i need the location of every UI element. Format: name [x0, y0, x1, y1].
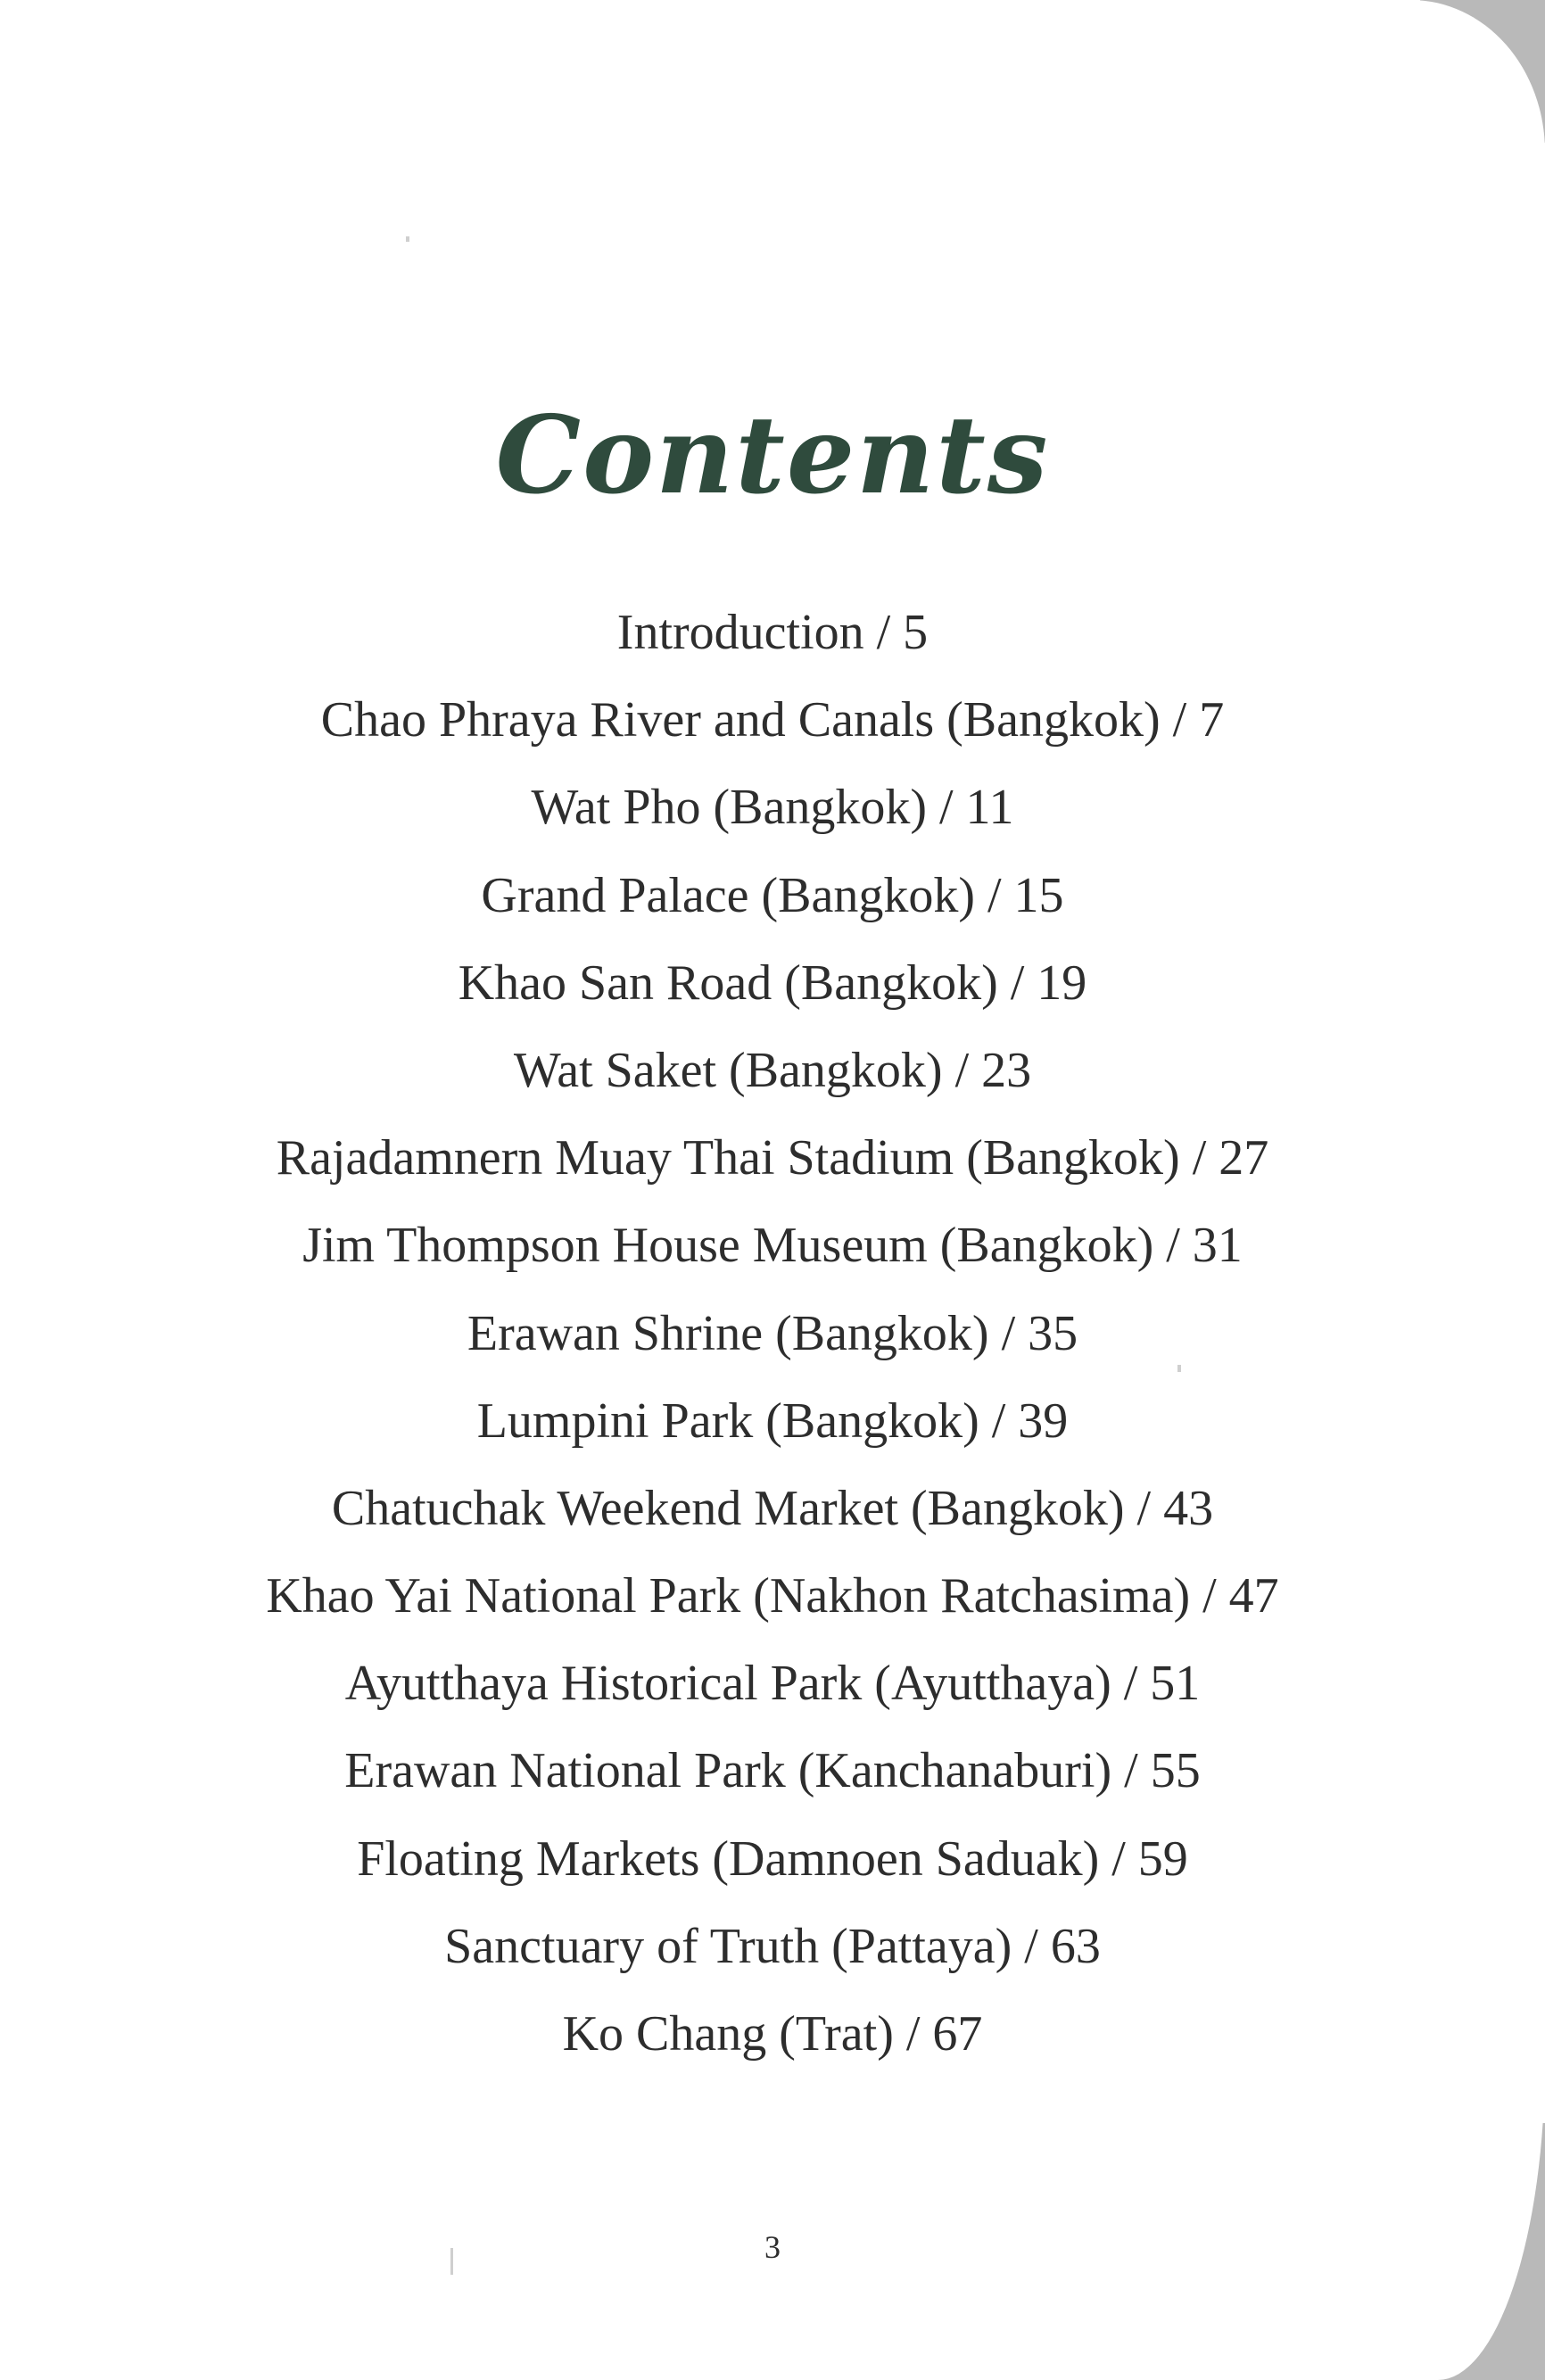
- toc-entry: Chao Phraya River and Canals (Bangkok) / 7: [320, 692, 1225, 748]
- page-title: Contents: [495, 393, 1050, 519]
- toc-entry: Ko Chang (Trat) / 67: [562, 2006, 983, 2062]
- toc-entry: Khao Yai National Park (Nakhon Ratchasima) / 47: [266, 1568, 1279, 1624]
- toc-entry: Erawan Shrine (Bangkok) / 35: [467, 1305, 1078, 1361]
- scan-speck: [406, 236, 409, 242]
- toc-entry: Wat Pho (Bangkok) / 11: [531, 780, 1014, 836]
- toc-entry: Chatuchak Weekend Market (Bangkok) / 43: [331, 1480, 1214, 1536]
- toc-entry: Erawan National Park (Kanchanaburi) / 55: [344, 1743, 1201, 1799]
- toc-entry: Floating Markets (Damnoen Saduak) / 59: [357, 1830, 1188, 1887]
- toc-entry: Wat Saket (Bangkok) / 23: [513, 1042, 1032, 1098]
- toc-entry: Introduction / 5: [616, 605, 929, 660]
- toc-entry: Sanctuary of Truth (Pattaya) / 63: [444, 1918, 1101, 1974]
- toc-entry: Khao San Road (Bangkok) / 19: [458, 954, 1087, 1011]
- table-of-contents: [0, 589, 1545, 2078]
- toc-entry: Ayutthaya Historical Park (Ayutthaya) / 51: [344, 1656, 1201, 1712]
- page-number: 3: [764, 2229, 781, 2265]
- toc-entry: Lumpini Park (Bangkok) / 39: [476, 1392, 1069, 1449]
- toc-entry: Rajadamnern Muay Thai Stadium (Bangkok) / 27: [276, 1130, 1269, 1186]
- toc-entry: Jim Thompson House Museum (Bangkok) / 31: [302, 1218, 1243, 1274]
- toc-entry: Grand Palace (Bangkok) / 15: [481, 867, 1064, 923]
